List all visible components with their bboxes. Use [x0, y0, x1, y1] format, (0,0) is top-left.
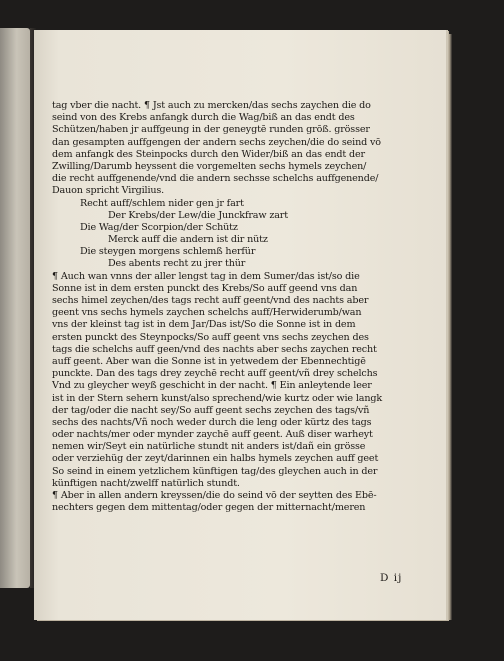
text-line: dem anfangk des Steinpocks durch den Wider/biß an das endt der [52, 148, 365, 160]
text-line: Der Krebs/der Lew/die Junckfraw zart [108, 209, 288, 221]
text-line: Recht auff/schlem nider gen jr fart [80, 197, 244, 209]
text-line: tag vber die nacht. ¶ Jst auch zu mercken/das sechs zaychen die do [52, 100, 371, 111]
text-line: ¶ Auch wan vnns der aller lengst tag in dem Sumer/das ist/so die [52, 270, 360, 282]
text-line: tags die schelchs auff geen/vnd des nachts aber sechs zaychen recht [52, 343, 377, 355]
text-line: der tag/oder die nacht sey/So auff geent sechs zeychen des tags/vñ [52, 404, 370, 416]
text-line: punckte. Dan des tags drey zeychē recht auff geent/vñ drey schelchs [52, 368, 378, 380]
text-line: Zwilling/Darumb heyssent die vorgemelten sechs hymels zeychen/ [52, 160, 367, 172]
text-line: ersten punckt des Steynpocks/So auff geent vns sechs zeychen des [52, 331, 369, 343]
text-line: sechs des nachts/Vñ noch weder durch die leng oder kürtz des tags [52, 416, 372, 428]
signature-mark: D ij [380, 572, 403, 584]
text-line: auff geent. Aber wan die Sonne ist in yetwedem der Ebennechtigē [52, 355, 366, 367]
text-line: Sonne ist in dem ersten punckt des Krebs/So auff geend vns dan [52, 282, 358, 294]
text-line: oder nachts/mer oder mynder zaychē auff geent. Auß diser warheyt [52, 429, 373, 441]
text-line: Dauon spricht Virgilius. [52, 185, 165, 197]
facing-page-edge [0, 28, 30, 588]
text-line: Vnd zu gleycher weyß geschicht in der nacht. ¶ Ein anleytende leer [52, 380, 372, 392]
text-line: Des abents recht zu jrer thür [108, 258, 246, 270]
text-line: vns der kleinst tag ist in dem Jar/Das ist/So die Sonne ist in dem [52, 319, 356, 331]
text-line: Schützen/haben jr auffgeung in der geneygtē runden grōß. grösser [52, 124, 370, 136]
text-line: So seind in einem yetzlichem künftigen tag/des gleychen auch in der [52, 465, 378, 477]
text-line: geent vns sechs hymels zaychen schelchs auff/Herwiderumb/wan [52, 307, 362, 319]
text-line: nemen wir/Seyt ein natürliche stundt nit anders ist/dañ ein grösse [52, 441, 366, 453]
text-line: Merck auff die andern ist dir nütz [108, 234, 268, 246]
text-line: dan gesampten auffgengen der andern sechs zeychen/die do seind vō [52, 136, 381, 148]
body-text [52, 100, 430, 514]
page-fore-edge [446, 34, 452, 620]
text-line: Die Wag/der Scorpion/der Schütz [80, 221, 238, 233]
text-line: künftigen nacht/zwelff natürlich stundt. [52, 477, 240, 489]
text-line: Die steygen morgens schlemß herfür [80, 246, 256, 258]
text-line: oder verziehüg der zeyt/darinnen ein halbs hymels zeychen auff geet [52, 453, 379, 465]
text-line: die recht auffgenende/vnd die andern sechsse schelchs auffgenende/ [52, 173, 379, 185]
text-line: ¶ Aber in allen andern kreyssen/die do seind vō der seytten des Ebē- [52, 490, 377, 501]
text-line: nechters gegen dem mittentag/oder gegen der mitternacht/meren [52, 502, 366, 514]
text-line: seind von des Krebs anfangk durch die Wag/biß an das endt des [52, 112, 355, 124]
text-line: ist in der Stern sehern kunst/also sprechend/wie kurtz oder wie langk [52, 392, 383, 404]
text-line: sechs himel zeychen/des tags recht auff geent/vnd des nachts aber [52, 295, 369, 306]
